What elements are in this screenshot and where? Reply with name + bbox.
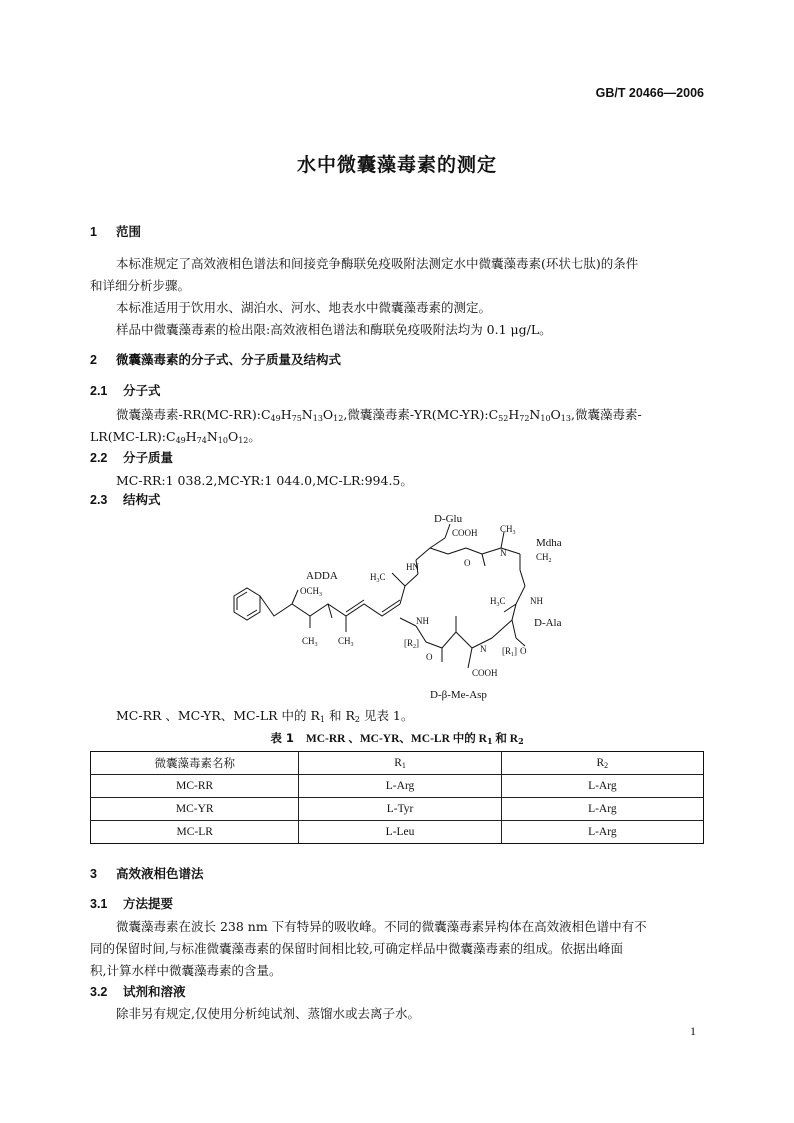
scope-paragraph-line-2: 和详细分析步骤。 xyxy=(90,278,191,293)
table-label: 表 1 xyxy=(270,731,294,745)
subsection-number: 2.3 xyxy=(90,493,108,507)
section-number: 2 xyxy=(90,353,97,367)
subsection-3-1-heading xyxy=(90,894,173,912)
label-h3c: $H_3C$ xyxy=(370,572,386,584)
subsection-3-2-heading xyxy=(90,982,186,1000)
table-cell-name: MC-YR xyxy=(91,798,299,821)
table-header-name: 微囊藻毒素名称 xyxy=(91,752,299,775)
label-n-mdha: N xyxy=(500,548,507,558)
page-number: 1 xyxy=(690,1024,696,1038)
table-header-r1: $R_1$ xyxy=(299,752,501,775)
subsection-2-2-heading xyxy=(90,448,173,466)
section-number: 3 xyxy=(90,867,97,881)
label-cooh-bottom: COOH xyxy=(472,668,498,678)
table-header-r2: $R_2$ xyxy=(501,752,703,775)
molecular-formula-line-2: $LR(MC-LR):C_{49}H_{74}N_{10}O_{12}$。 xyxy=(90,429,261,445)
section-title: 范围 xyxy=(116,224,142,239)
subsection-2-3-heading xyxy=(90,490,161,508)
label-h3c-ala: $H_3C$ xyxy=(490,596,506,608)
label-o-right: O xyxy=(520,646,527,656)
label-ch3-chain-2: $CH_3$ xyxy=(338,636,354,648)
label-ch3-chain-1: $CH_3$ xyxy=(302,636,318,648)
table-cell-r1: L-Leu xyxy=(299,821,501,844)
table-cell-r2: L-Arg xyxy=(501,775,703,798)
table-header-row xyxy=(91,752,704,775)
section-title: 高效液相色谱法 xyxy=(116,866,204,881)
table-row xyxy=(91,775,704,798)
table-1-caption: 表 1 MC-RR 、MC-YR、MC-LR 中的 $R_1$ 和 $R_2$ xyxy=(270,731,524,746)
subsection-title: 分子质量 xyxy=(123,450,174,465)
subsection-title: 结构式 xyxy=(123,492,161,507)
label-d-me-asp: D-β-Me-Asp xyxy=(430,689,487,701)
label-ch3-top: $CH_3$ xyxy=(500,524,516,536)
label-och3: $OCH_3$ xyxy=(300,586,323,598)
reagents-line: 除非另有规定,仅使用分析纯试剂、蒸馏水或去离子水。 xyxy=(116,1006,420,1021)
subsection-number: 3.2 xyxy=(90,985,108,999)
method-summary-line-1: 微囊藻毒素在波长 238 nm 下有特异的吸收峰。不同的微囊藻毒素异构体在高效液相色谱中有不 xyxy=(116,919,647,934)
r-group-table xyxy=(90,751,704,844)
scope-applicability: 本标准适用于饮用水、湖泊水、河水、地表水中微囊藻毒素的测定。 xyxy=(116,300,492,315)
subsection-title: 试剂和溶液 xyxy=(123,984,186,999)
standard-number: GB/T 20466—2006 xyxy=(595,86,704,100)
page-title: 水中微囊藻毒素的测定 xyxy=(296,154,497,176)
label-d-glu: D-Glu xyxy=(434,513,463,525)
table-cell-r2: L-Arg xyxy=(501,821,703,844)
label-n-asp: N xyxy=(480,644,487,654)
subsection-title: 分子式 xyxy=(123,383,161,398)
method-summary-line-2: 同的保留时间,与标准微囊藻毒素的保留时间相比较,可确定样品中微囊藻毒素的组成。依据出峰面 xyxy=(90,941,623,956)
label-o-top: O xyxy=(464,558,471,568)
label-o-left: O xyxy=(426,652,433,662)
label-nh-left: NH xyxy=(416,616,429,626)
table-cell-name: MC-LR xyxy=(91,821,299,844)
microcystin-structure-diagram xyxy=(220,508,580,704)
label-nh-right: NH xyxy=(530,596,543,606)
section-1-heading xyxy=(90,222,141,240)
table-row xyxy=(91,821,704,844)
benzene-ring xyxy=(234,588,260,620)
table-cell-r2: L-Arg xyxy=(501,798,703,821)
table-cell-r1: L-Tyr xyxy=(299,798,501,821)
scope-paragraph-line-1: 本标准规定了高效液相色谱法和间接竞争酶联免疫吸附法测定水中微囊藻毒素(环状七肽)的条件 xyxy=(116,256,639,271)
section-title: 微囊藻毒素的分子式、分子质量及结构式 xyxy=(116,352,342,367)
section-number: 1 xyxy=(90,225,97,239)
label-r1: $[R_1]$ xyxy=(502,646,518,658)
label-cooh-top: COOH xyxy=(452,528,478,538)
r-groups-note: MC-RR 、MC-YR、MC-LR 中的 $R_1$ 和 $R_2$ 见表 1。 xyxy=(116,708,414,724)
label-adda: ADDA xyxy=(306,570,338,582)
subsection-title: 方法提要 xyxy=(123,896,174,911)
section-3-heading xyxy=(90,864,204,882)
label-hn: HN xyxy=(406,562,419,572)
molecular-mass-line: MC-RR:1 038.2,MC-YR:1 044.0,MC-LR:994.5。 xyxy=(116,473,413,488)
scope-detection-limit: 样品中微囊藻毒素的检出限:高效液相色谱法和酶联免疫吸附法均为 0.1 μg/L。 xyxy=(116,322,552,337)
subsection-number: 2.2 xyxy=(90,451,108,465)
label-mdha: Mdha xyxy=(536,537,562,549)
subsection-number: 3.1 xyxy=(90,897,108,911)
method-summary-line-3: 积,计算水样中微囊藻毒素的含量。 xyxy=(90,963,282,978)
molecular-formula-line-1: 微囊藻毒素$-RR(MC-RR):C_{49}H_{75}N_{13}O_{12}$,微囊藻毒素$-YR(MC-YR):C_{52}H_{72}N_{10}O_{13}$,微囊藻毒素- xyxy=(116,407,642,423)
table-row xyxy=(91,798,704,821)
table-cell-r1: L-Arg xyxy=(299,775,501,798)
table-cell-name: MC-RR xyxy=(91,775,299,798)
label-d-ala: D-Ala xyxy=(534,617,562,629)
section-2-heading xyxy=(90,350,341,368)
label-r2: $[R_2]$ xyxy=(404,638,420,650)
subsection-number: 2.1 xyxy=(90,384,108,398)
subsection-2-1-heading xyxy=(90,381,161,399)
label-ch2: $CH_2$ xyxy=(536,552,552,564)
